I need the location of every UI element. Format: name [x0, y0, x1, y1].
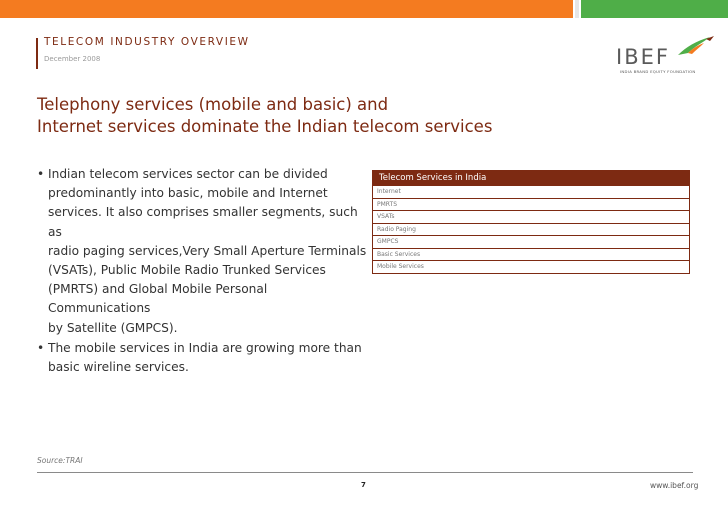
source-note: Source:TRAI [37, 456, 83, 465]
bullet-line: predominantly into basic, mobile and Internet [48, 186, 328, 201]
header-accent-line [36, 38, 38, 69]
bullet-line: by Satellite (GMPCS). [48, 320, 178, 335]
top-strip-green [581, 0, 728, 18]
bullet-line: radio paging services,Very Small Aperture Terminals [48, 243, 367, 258]
headline-line-1: Telephony services (mobile and basic) and [37, 95, 389, 114]
bullet-line: (VSATs), Public Mobile Radio Trunked Services [48, 263, 326, 278]
table-row: Basic Services [372, 249, 690, 262]
bullet-line: The mobile services in India are growing more than [48, 340, 362, 355]
table-row: GMPCS [372, 236, 690, 249]
website-link[interactable]: www.ibef.org [650, 481, 699, 490]
page-headline [37, 94, 597, 138]
bullet-item [37, 339, 367, 377]
table-row: Internet [372, 186, 690, 199]
top-color-strip [0, 0, 728, 18]
bullet-list [37, 165, 367, 378]
bird-logo-icon [670, 35, 720, 57]
bullet-dot: • [37, 167, 45, 181]
bullet-item [37, 165, 367, 338]
table-row: Mobile Services [372, 261, 690, 274]
bullet-line: services. It also comprises smaller segments, such as [48, 205, 358, 239]
logo-subtitle: INDIA BRAND EQUITY FOUNDATION [620, 69, 696, 74]
bullet-dot: • [37, 340, 45, 355]
headline-line-2: Internet services dominate the Indian telecom services [37, 117, 493, 136]
table-header: Telecom Services in India [372, 170, 690, 186]
section-title: TELECOM INDUSTRY OVERVIEW [44, 36, 250, 48]
footer-divider [37, 472, 693, 473]
logo-wordmark: IBEF [616, 45, 670, 69]
ibef-logo [612, 35, 724, 77]
top-strip-orange [0, 0, 573, 18]
bullet-line: Indian telecom services sector can be divided [48, 167, 328, 181]
bullet-line: (PMRTS) and Global Mobile Personal Communications [48, 282, 268, 316]
telecom-services-table [372, 170, 690, 274]
page-number: 7 [361, 481, 366, 489]
table-row: Radio Paging [372, 224, 690, 237]
table-row: VSATs [372, 211, 690, 224]
table-row: PMRTS [372, 199, 690, 212]
section-date: December 2008 [44, 55, 101, 63]
bullet-line: basic wireline services. [48, 360, 189, 375]
